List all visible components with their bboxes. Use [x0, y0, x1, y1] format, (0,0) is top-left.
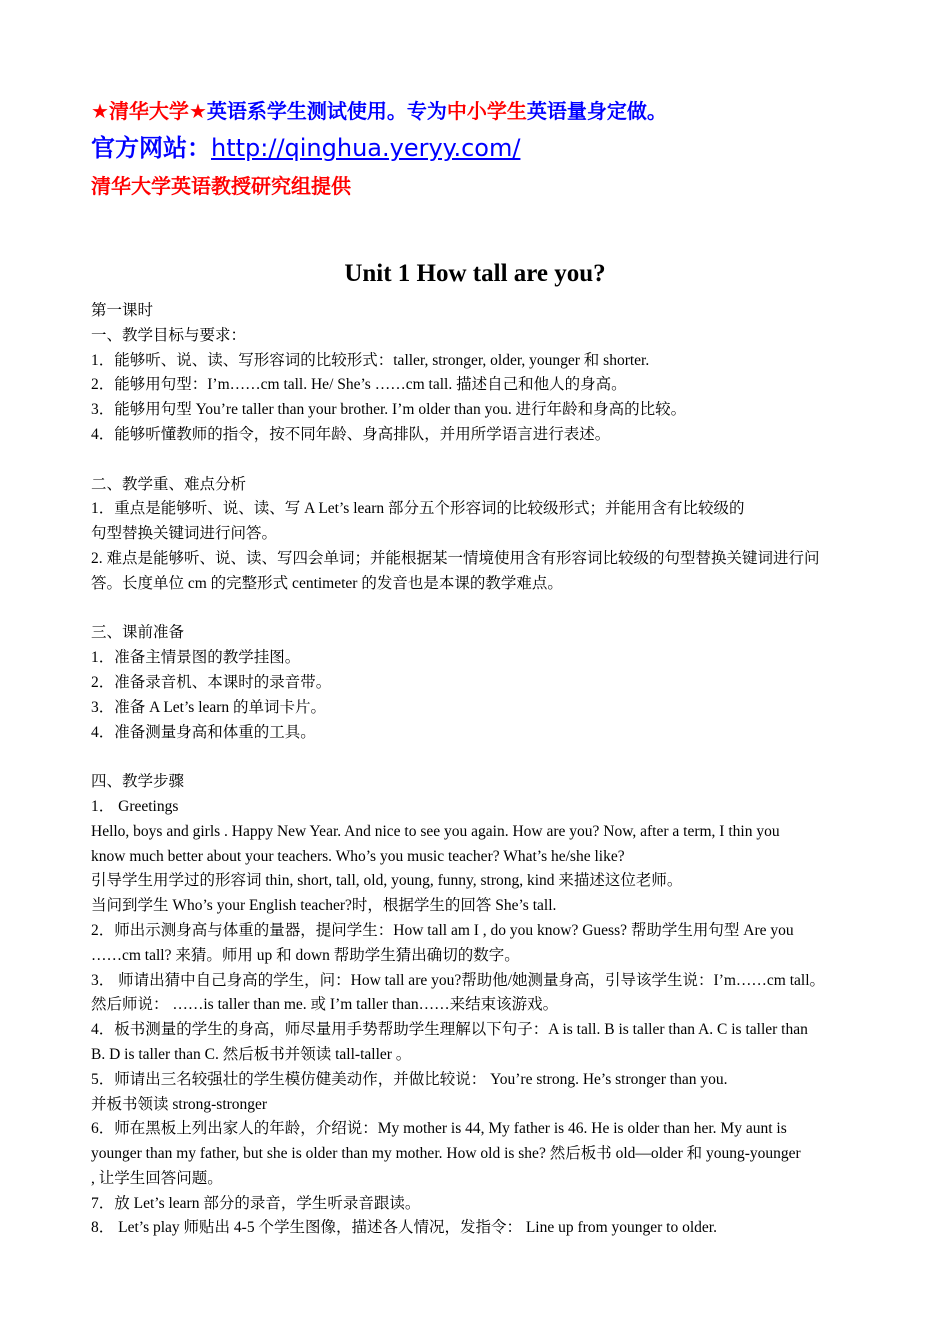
paragraph-line: , 让学生回答问题。 [91, 1169, 223, 1187]
list-item: 2．准备录音机、本课时的录音带。 [91, 673, 332, 691]
unit-title: Unit 1 How tall are you? [344, 260, 606, 287]
lesson-body [91, 299, 861, 1241]
list-item: 3．准备 A Let’s learn 的单词卡片。 [91, 698, 327, 716]
spacer [91, 448, 861, 473]
spacer [91, 745, 861, 770]
section-heading: 三、课前准备 [91, 624, 185, 642]
paragraph-line: 句型替换关键词进行问答。 [91, 525, 278, 543]
section-heading: 二、教学重、难点分析 [91, 475, 247, 493]
paragraph-line: Hello, boys and girls . Happy New Year. And nice to see you again. How are you? Now, after a term, I thin you [91, 822, 780, 840]
promo-header [91, 94, 891, 204]
section-heading: 四、教学步骤 [91, 773, 185, 791]
list-item: 1．能够听、说、读、写形容词的比较形式：taller, stronger, older, younger 和 shorter. [91, 351, 650, 369]
paragraph-line: 6．师在黑板上列出家人的年龄，介绍说：My mother is 44, My father is 46. He is older than her. My aunt is [91, 1120, 787, 1138]
paragraph-line: younger than my father, but she is older than my mother. How old is she? 然后板书 old—older 和 young-younger [91, 1145, 801, 1163]
promo-line [91, 94, 891, 128]
star-icon: ★ [91, 99, 109, 123]
promo-text: 英语系学生测试使用。专为 [206, 99, 447, 123]
lesson-label: 第一课时 [91, 302, 154, 319]
list-item: 2．能够用句型：I’m……cm tall. He/ She’s ……cm tall. 描述自己和他人的身高。 [91, 376, 627, 394]
paragraph-line: 1．重点是能够听、说、读、写 A Let’s learn 部分五个形容词的比较级形式；并能用含有比较级的 [91, 500, 745, 518]
paragraph-line: B. D is taller than C. 然后板书并领读 tall-taller 。 [91, 1045, 412, 1063]
paragraph-line: 1． Greetings [91, 797, 179, 815]
paragraph-line: ……cm tall? 来猜。师用 up 和 down 帮助学生猜出确切的数字。 [91, 946, 520, 964]
paragraph-line: know much better about your teachers. Who’s you music teacher? What’s he/she like? [91, 847, 625, 865]
paragraph-line: 5．师请出三名较强壮的学生模仿健美动作，并做比较说： You’re strong. He’s stronger than you. [91, 1070, 728, 1088]
paragraph-line: 7．放 Let’s learn 部分的录音，学生听录音跟读。 [91, 1194, 421, 1212]
star-icon: ★ [188, 99, 207, 123]
list-item: 3．能够用句型 You’re taller than your brother. I’m older than you. 进行年龄和身高的比较。 [91, 401, 687, 419]
list-item: 1．准备主情景图的教学挂图。 [91, 649, 301, 667]
paragraph-line: 8． Let’s play 师贴出 4-5 个学生图像，描述各人情况，发指令： Line up from younger to older. [91, 1219, 717, 1237]
paragraph-line: 并板书领读 strong-stronger [91, 1095, 268, 1113]
promo-text-end: 英语量身定做。 [526, 99, 667, 123]
org-name: 清华大学 [108, 99, 189, 123]
site-label: 官方网站： [91, 134, 211, 162]
provider-line: 清华大学英语教授研究组提供 [91, 174, 351, 198]
paragraph-line: 答。长度单位 cm 的完整形式 centimeter 的发音也是本课的教学难点。 [91, 574, 563, 592]
paragraph-line: 2. 难点是能够听、说、读、写四会单词；并能根据某一情境使用含有形容词比较级的句型替换关键词进行问 [91, 549, 820, 567]
spacer [91, 597, 861, 622]
section-heading: 一、教学目标与要求： [91, 326, 247, 344]
paragraph-line: 2．师出示测身高与体重的量器，提问学生：How tall am I , do you know? Guess? 帮助学生用句型 Are you [91, 921, 794, 939]
site-link[interactable]: http://qinghua.yeryy.com/ [211, 134, 521, 162]
paragraph-line: 4．板书测量的学生的身高，师尽量用手势帮助学生理解以下句子：A is tall. B is taller than A. C is taller than [91, 1021, 808, 1039]
promo-target: 中小学生 [446, 99, 527, 123]
paragraph-line: 然后师说： ……is taller than me. 或 I’m taller than……来结束该游戏。 [91, 996, 559, 1014]
paragraph-line: 引导学生用学过的形容词 thin, short, tall, old, young, funny, strong, kind 来描述这位老师。 [91, 872, 683, 890]
list-item: 4．能够听懂教师的指令，按不同年龄、身高排队，并用所学语言进行表述。 [91, 425, 611, 443]
site-line [91, 128, 891, 168]
paragraph-line: 3． 师请出猜中自己身高的学生，问：How tall are you?帮助他/她测量身高，引导该学生说：I’m……cm tall。 [91, 971, 826, 989]
list-item: 4．准备测量身高和体重的工具。 [91, 723, 316, 741]
paragraph-line: 当问到学生 Who’s your English teacher?时，根据学生的回答 She’s tall. [91, 897, 557, 915]
